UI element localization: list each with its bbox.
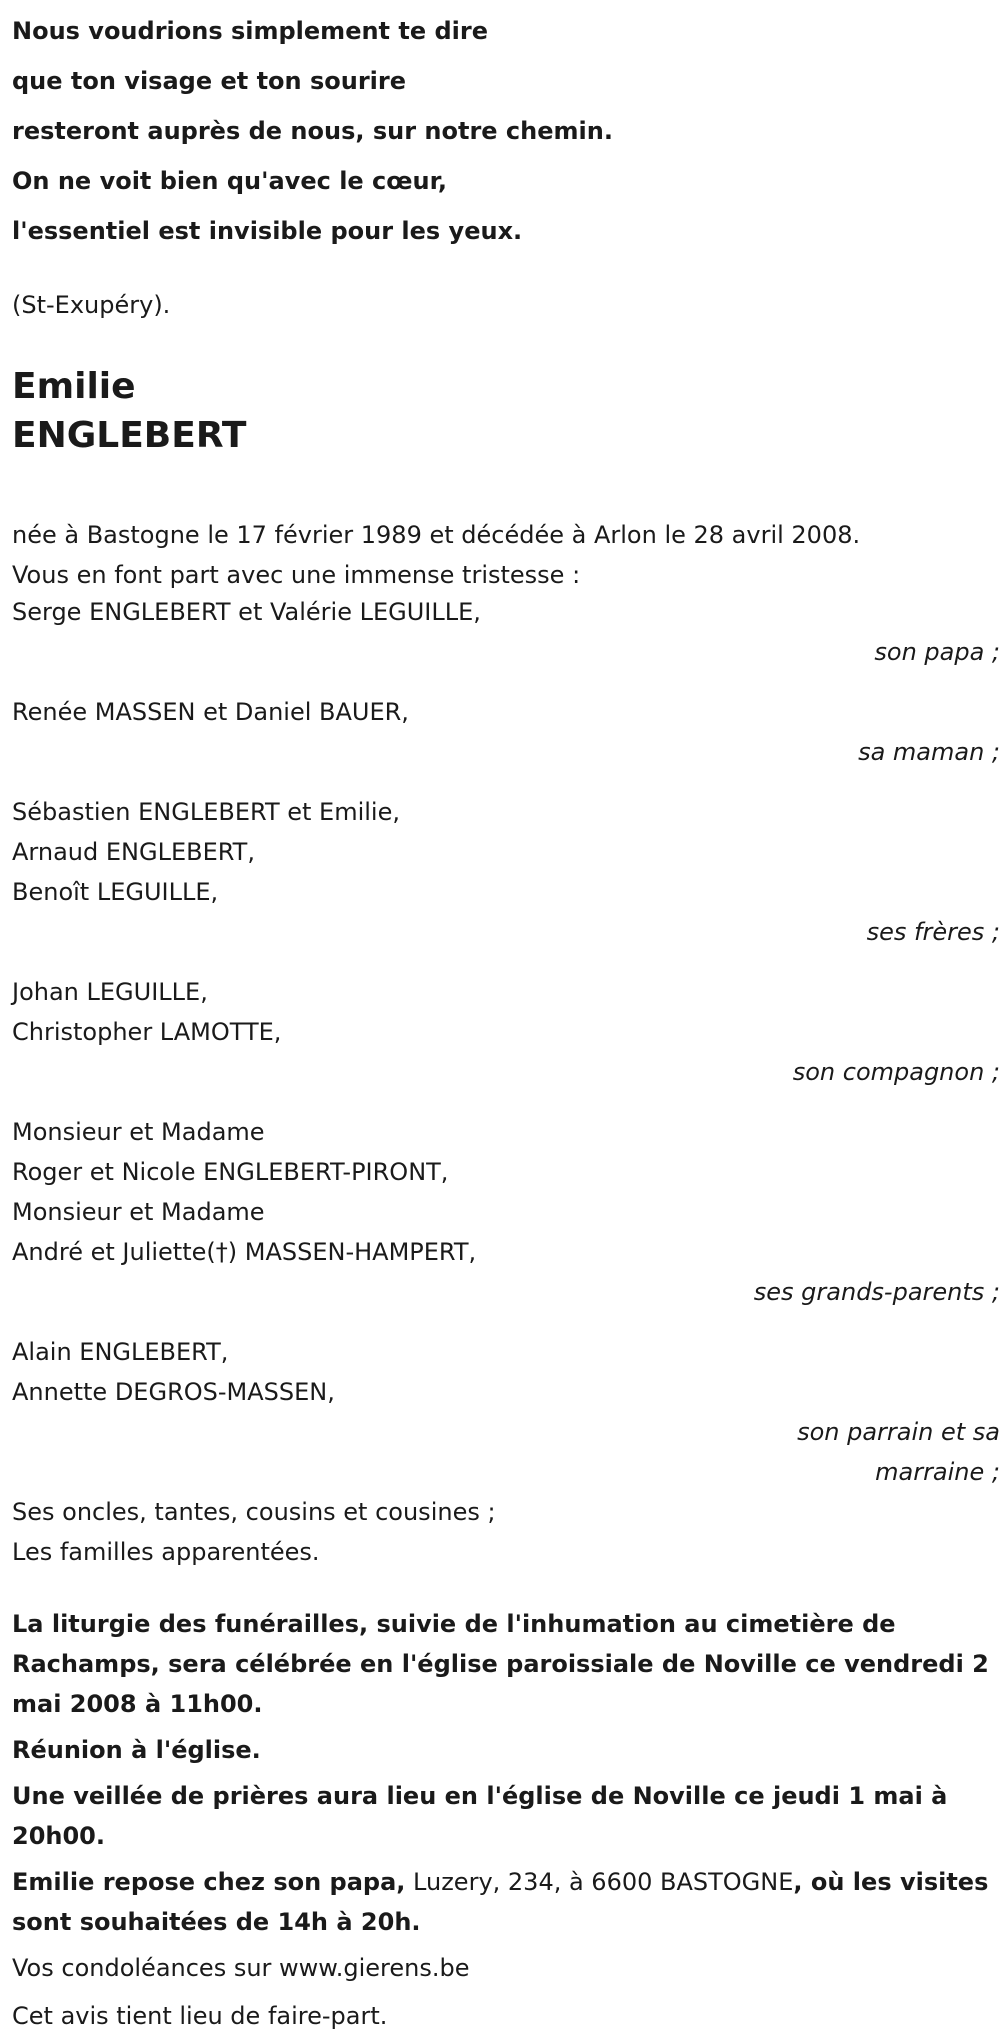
announcement-intro: Vous en font part avec une immense tristesse : [12,561,581,589]
poem [12,6,1000,256]
condolences-link[interactable]: Vos condoléances sur www.gierens.be [12,1954,470,1982]
visitation-hours: , où les visites sont souhaitées de 14h à 20h. [12,1868,989,1936]
family-role: ses grands-parents ; [753,1278,1000,1306]
family-group-mother [12,692,1000,772]
family-name: Renée MASSEN et Daniel BAUER, [12,698,409,726]
family-group-brothers [12,792,1000,952]
family-role: son papa ; [874,638,1000,666]
visitation-intro: Emilie repose chez son papa, [12,1868,406,1896]
funeral-details: La liturgie des funérailles, suivie de l'inhumation au cimetière de Rachamps, sera célébrée en l'église paroissiale de Noville ce vendredi 2 mai 2008 à 11h00. [12,1610,989,1718]
visitation-address: Luzery, 234, à 6600 BASTOGNE [405,1868,794,1896]
poem-line: que ton visage et ton sourire [12,67,407,95]
family-group-father [12,592,1000,672]
poem-line: l'essentiel est invisible pour les yeux. [12,217,523,245]
family-role: son compagnon ; [792,1058,1000,1086]
relatives-line: Ses oncles, tantes, cousins et cousines ; [12,1498,496,1526]
family-role: sa maman ; [858,738,1000,766]
relatives-line: Les familles apparentées. [12,1538,320,1566]
family-group-companion [12,972,1000,1092]
family-name: Christopher LAMOTTE, [12,1018,282,1046]
vigil-details: Une veillée de prières aura lieu en l'église de Noville ce jeudi 1 mai à 20h00. [12,1782,948,1850]
first-name: Emilie [12,366,136,407]
visitation-details [12,1862,1000,1942]
family-role-line: son parrain et sa [797,1418,1000,1446]
last-name: ENGLEBERT [12,415,247,456]
deceased-name [12,362,1000,460]
notice-line: Cet avis tient lieu de faire-part. [12,2002,388,2030]
family-group-godparents [12,1332,1000,1492]
family-name: Benoît LEGUILLE, [12,878,219,906]
poem-line: Nous voudrions simplement te dire [12,17,489,45]
family-name: Sébastien ENGLEBERT et Emilie, [12,798,400,826]
family-role: ses frères ; [866,918,1000,946]
family-role-line: marraine ; [875,1458,1000,1486]
obituary-notice [12,6,1000,2036]
family-name: Roger et Nicole ENGLEBERT-PIRONT, [12,1158,449,1186]
family-group-grandparents [12,1112,1000,1312]
family-name: Alain ENGLEBERT, [12,1338,229,1366]
family-name: Arnaud ENGLEBERT, [12,838,255,866]
family-name: Johan LEGUILLE, [12,978,208,1006]
family-name: Monsieur et Madame [12,1198,265,1226]
family-name: Annette DEGROS-MASSEN, [12,1378,335,1406]
family-name: Monsieur et Madame [12,1118,265,1146]
other-relatives [12,1492,1000,1572]
family-name: Serge ENGLEBERT et Valérie LEGUILLE, [12,598,481,626]
family-name: André et Juliette(†) MASSEN-HAMPERT, [12,1238,477,1266]
poem-line: On ne voit bien qu'avec le cœur, [12,167,448,195]
family-role [12,1412,1000,1492]
birth-death-line: née à Bastogne le 17 février 1989 et décédée à Arlon le 28 avril 2008. [12,521,861,549]
poem-line: resteront auprès de nous, sur notre chemin. [12,117,613,145]
poem-credit: (St-Exupéry). [12,291,171,319]
reunion-note: Réunion à l'église. [12,1736,261,1764]
